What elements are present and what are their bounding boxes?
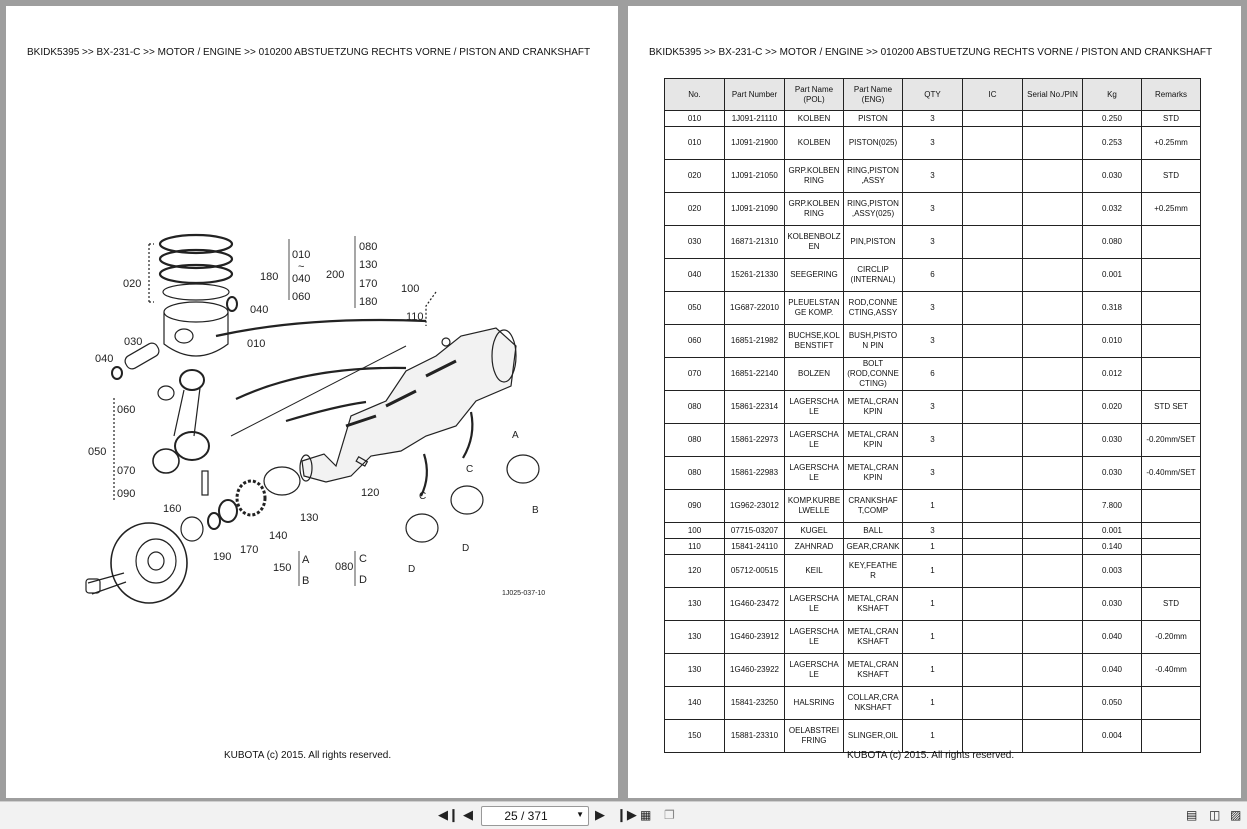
cell-kg: 0.012 [1083,358,1142,391]
cell-part-name-pol: LAGERSCHA LE [785,621,844,654]
cell-part-name-pol: KUGEL [785,523,844,539]
cell-no: 140 [665,687,725,720]
cell-part-name-eng: SLINGER,OIL [844,720,903,753]
cell-qty: 3 [903,457,963,490]
table-row [665,457,1201,490]
cell-remarks: -0.20mm/SET [1142,424,1201,457]
table-row [665,588,1201,621]
callout-050: 050 [88,446,107,458]
cell-no: 130 [665,621,725,654]
cell-no: 150 [665,720,725,753]
callout-140: 160 [163,503,182,515]
bearing-letter: A [512,430,519,441]
cell-serial [1023,720,1083,753]
cell-part-name-eng: METAL,CRAN KSHAFT [844,588,903,621]
callout-040b: 040 [95,353,114,365]
prev-page-icon[interactable]: ◀ [463,807,473,822]
bracket-190-item: 010 [292,249,311,261]
cell-kg: 0.001 [1083,259,1142,292]
first-page-icon[interactable]: ◀❙ [438,807,459,822]
bracket-200-item: 170 [359,278,378,290]
cell-part-number: 1G962-23012 [725,490,785,523]
cell-part-number: 16851-22140 [725,358,785,391]
header-no: No. [665,79,725,111]
cell-ic [963,226,1023,259]
table-row [665,720,1201,753]
cell-part-name-eng: METAL,CRAN KSHAFT [844,621,903,654]
cell-part-name-eng: PISTON [844,111,903,127]
bracket-170-item: A [302,554,310,566]
breadcrumb: BKIDK5395 >> BX-231-C >> MOTOR / ENGINE >> 010200 ABSTUETZUNG RECHTS VORNE / PISTON AND CRANKSHAFT [649,47,1213,58]
cell-qty: 1 [903,654,963,687]
cell-no: 080 [665,391,725,424]
cell-serial [1023,226,1083,259]
cell-remarks: STD [1142,160,1201,193]
cell-ic [963,539,1023,555]
cell-part-number: 1G460-23912 [725,621,785,654]
cell-kg: 0.030 [1083,588,1142,621]
callout-040: 040 [250,304,269,316]
cell-qty: 3 [903,523,963,539]
callout-170: 150 [273,562,292,574]
cell-qty: 1 [903,588,963,621]
table-row [665,325,1201,358]
cell-qty: 3 [903,424,963,457]
cell-part-name-pol: KOMP.KURBE LWELLE [785,490,844,523]
cell-part-name-pol: BUCHSE,KOL BENSTIFT [785,325,844,358]
cell-ic [963,654,1023,687]
cell-part-name-eng: CRANKSHAF T,COMP [844,490,903,523]
cell-qty: 1 [903,555,963,588]
cell-qty: 3 [903,127,963,160]
cell-part-name-eng: PIN,PISTON [844,226,903,259]
bearing-letter: B [532,505,539,516]
cell-qty: 3 [903,292,963,325]
callout-080: 070 [117,465,136,477]
cell-part-name-eng: COLLAR,CRA NKSHAFT [844,687,903,720]
cell-qty: 3 [903,391,963,424]
cell-part-name-pol: LAGERSCHA LE [785,424,844,457]
cell-qty: 3 [903,111,963,127]
header-part-number: Part Number [725,79,785,111]
cell-part-number: 16871-21310 [725,226,785,259]
cell-qty: 6 [903,358,963,391]
cell-part-number: 15841-24110 [725,539,785,555]
table-row [665,111,1201,127]
cell-ic [963,621,1023,654]
bracket-190-item: ~ [298,261,305,273]
cell-part-name-eng: BALL [844,523,903,539]
cell-remarks: -0.20mm [1142,621,1201,654]
callout-010: 010 [247,338,266,350]
cell-remarks [1142,539,1201,555]
next-page-icon[interactable]: ▶ [595,807,605,822]
table-row [665,654,1201,687]
cell-remarks: STD [1142,111,1201,127]
table-row [665,193,1201,226]
header-kg: Kg [1083,79,1142,111]
callout-190: 180 [260,271,279,283]
cell-remarks: +0.25mm [1142,127,1201,160]
cell-no: 020 [665,193,725,226]
cell-kg: 0.080 [1083,226,1142,259]
cell-no: 030 [665,226,725,259]
cell-remarks [1142,687,1201,720]
callout-180: 080 [335,561,354,573]
cell-kg: 0.040 [1083,654,1142,687]
bracket-180-item: D [359,574,367,586]
header-ic: IC [963,79,1023,111]
copyright-footer: KUBOTA (c) 2015. All rights reserved. [224,750,392,761]
cell-serial [1023,325,1083,358]
cell-serial [1023,193,1083,226]
cell-part-number: 15861-22314 [725,391,785,424]
right-page [628,6,1241,798]
cell-kg: 0.020 [1083,391,1142,424]
cell-part-number: 1G460-23922 [725,654,785,687]
cell-serial [1023,490,1083,523]
table-row [665,358,1201,391]
cell-serial [1023,358,1083,391]
cell-no: 130 [665,654,725,687]
table-header-row [665,79,1201,111]
cell-part-name-eng: KEY,FEATHE R [844,555,903,588]
cell-qty: 1 [903,621,963,654]
cell-ic [963,325,1023,358]
cell-part-name-pol: BOLZEN [785,358,844,391]
cell-serial [1023,523,1083,539]
table-row [665,226,1201,259]
table-row [665,424,1201,457]
cell-serial [1023,127,1083,160]
cell-part-name-pol: KEIL [785,555,844,588]
cell-qty: 1 [903,720,963,753]
cell-remarks [1142,490,1201,523]
cell-ic [963,259,1023,292]
bracket-200-item: 130 [359,259,378,271]
cell-part-name-eng: METAL,CRAN KPIN [844,424,903,457]
bearing-letter: C [466,464,474,475]
callout-200: 200 [326,269,345,281]
cell-kg: 0.253 [1083,127,1142,160]
cell-no: 080 [665,457,725,490]
cell-ic [963,457,1023,490]
cell-serial [1023,292,1083,325]
page-indicator: 25 / 371 [504,809,548,823]
cell-part-name-pol: PLEUELSTAN GE KOMP. [785,292,844,325]
cell-remarks: STD [1142,588,1201,621]
cell-part-number: 15881-23310 [725,720,785,753]
bearing-letter: C [419,491,427,502]
callout-160: 190 [213,551,232,563]
cell-part-name-pol: GRP.KOLBEN RING [785,193,844,226]
cell-ic [963,111,1023,127]
cell-no: 050 [665,292,725,325]
cell-qty: 3 [903,193,963,226]
cell-ic [963,292,1023,325]
cell-no: 120 [665,555,725,588]
cell-part-name-pol: SEEGERING [785,259,844,292]
callout-030: 030 [124,336,143,348]
cell-ic [963,490,1023,523]
cell-qty: 3 [903,325,963,358]
cell-part-name-pol: KOLBENBOLZ EN [785,226,844,259]
callout-130: 130 [300,512,319,524]
cell-no: 130 [665,588,725,621]
cell-ic [963,555,1023,588]
callout-100: 110 [406,311,424,323]
cell-part-name-eng: CIRCLIP (INTERNAL) [844,259,903,292]
header-serial: Serial No./PIN [1023,79,1083,111]
header-remarks: Remarks [1142,79,1201,111]
cell-remarks [1142,720,1201,753]
cell-ic [963,588,1023,621]
cell-part-number: 05712-00515 [725,555,785,588]
callout-110: 140 [269,530,288,542]
cell-serial [1023,457,1083,490]
table-row [665,490,1201,523]
cell-serial [1023,160,1083,193]
header-part-name-eng: Part Name (ENG) [844,79,903,111]
cell-no: 070 [665,358,725,391]
cell-part-name-eng: METAL,CRAN KPIN [844,391,903,424]
cell-serial [1023,621,1083,654]
cell-remarks: -0.40mm/SET [1142,457,1201,490]
table-row [665,160,1201,193]
bracket-190-item: 040 [292,273,311,285]
cell-part-name-pol: GRP.KOLBEN RING [785,160,844,193]
cell-part-number: 15861-22983 [725,457,785,490]
cell-part-number: 1J091-21090 [725,193,785,226]
cell-kg: 0.250 [1083,111,1142,127]
cell-part-name-eng: METAL,CRAN KPIN [844,457,903,490]
page-number-select[interactable] [481,806,589,826]
callout-020: 020 [123,278,142,290]
callout-150: 170 [240,544,259,556]
cell-no: 060 [665,325,725,358]
cell-no: 100 [665,523,725,539]
table-row [665,292,1201,325]
continuous-view-icon[interactable]: ▨ [1230,808,1242,822]
cell-part-number: 15261-21330 [725,259,785,292]
cell-qty: 1 [903,539,963,555]
callout-070: 090 [117,488,136,500]
cell-kg: 0.030 [1083,457,1142,490]
cell-kg: 0.030 [1083,160,1142,193]
parts-table [664,78,1201,753]
cell-part-name-pol: OELABSTREI FRING [785,720,844,753]
table-row [665,127,1201,160]
two-page-icon[interactable]: ❐ [664,808,675,822]
cell-part-number: 1J091-21900 [725,127,785,160]
cell-kg: 0.140 [1083,539,1142,555]
callout-090: 100 [401,283,420,295]
cell-ic [963,424,1023,457]
cell-ic [963,523,1023,539]
cell-serial [1023,391,1083,424]
table-row [665,391,1201,424]
cell-no: 010 [665,111,725,127]
cell-remarks [1142,523,1201,539]
breadcrumb: BKIDK5395 >> BX-231-C >> MOTOR / ENGINE >> 010200 ABSTUETZUNG RECHTS VORNE / PISTON AND CRANKSHAFT [27,47,591,58]
cell-part-number: 1G460-23472 [725,588,785,621]
cell-part-name-eng: RING,PISTON ,ASSY [844,160,903,193]
cell-kg: 0.010 [1083,325,1142,358]
cell-remarks [1142,226,1201,259]
header-part-name-pol: Part Name (POL) [785,79,844,111]
fit-page-icon[interactable]: ▦ [640,808,652,822]
cell-remarks [1142,325,1201,358]
cell-remarks [1142,555,1201,588]
cell-no: 110 [665,539,725,555]
cell-serial [1023,555,1083,588]
cell-part-number: 15841-23250 [725,687,785,720]
last-page-icon[interactable]: ❙▶ [616,807,637,822]
cell-part-name-eng: ROD,CONNE CTING,ASSY [844,292,903,325]
cell-kg: 0.032 [1083,193,1142,226]
cell-remarks: -0.40mm [1142,654,1201,687]
cell-serial [1023,259,1083,292]
cell-kg: 7.800 [1083,490,1142,523]
cell-remarks: STD SET [1142,391,1201,424]
cell-no: 010 [665,127,725,160]
cell-part-number: 16851-21982 [725,325,785,358]
cell-part-name-eng: RING,PISTON ,ASSY(025) [844,193,903,226]
bearing-letter: D [408,564,416,575]
left-page [6,6,618,798]
table-row [665,621,1201,654]
table-row [665,259,1201,292]
cell-kg: 0.318 [1083,292,1142,325]
cell-part-name-pol: LAGERSCHA LE [785,588,844,621]
cell-part-name-eng: METAL,CRAN KSHAFT [844,654,903,687]
cell-part-name-pol: KOLBEN [785,127,844,160]
header-qty: QTY [903,79,963,111]
bracket-180-item: C [359,553,367,565]
cell-part-name-pol: KOLBEN [785,111,844,127]
cell-ic [963,687,1023,720]
table-row [665,539,1201,555]
cell-part-name-pol: ZAHNRAD [785,539,844,555]
cell-serial [1023,539,1083,555]
bracket-170-item: B [302,575,310,587]
cell-kg: 0.030 [1083,424,1142,457]
bracket-190-item: 060 [292,291,311,303]
cell-ic [963,127,1023,160]
cell-ic [963,160,1023,193]
cell-part-number: 1G687-22010 [725,292,785,325]
cell-ic [963,193,1023,226]
callout-060: 060 [117,404,136,416]
cell-serial [1023,424,1083,457]
cell-part-name-pol: LAGERSCHA LE [785,457,844,490]
cell-qty: 3 [903,226,963,259]
cell-no: 080 [665,424,725,457]
cell-part-name-eng: BOLT (ROD,CONNE CTING) [844,358,903,391]
bracket-200-item: 080 [359,241,378,253]
copyright-footer: KUBOTA (c) 2015. All rights reserved. [847,750,1015,761]
chevron-down-icon: ▼ [576,810,584,819]
drawing-number: 1J025-037-10 [502,590,546,597]
cell-serial [1023,687,1083,720]
cell-part-name-pol: LAGERSCHA LE [785,654,844,687]
cell-part-name-pol: LAGERSCHA LE [785,391,844,424]
two-page-view-icon[interactable]: ◫ [1209,808,1221,822]
exploded-parts-diagram [6,6,618,798]
cell-part-number: 1J091-21050 [725,160,785,193]
viewer-toolbar [0,801,1247,829]
callout-120: 120 [361,487,380,499]
table-row [665,687,1201,720]
cell-part-name-eng: BUSH,PISTO N PIN [844,325,903,358]
cell-part-name-pol: HALSRING [785,687,844,720]
single-page-view-icon[interactable]: ▤ [1186,808,1198,822]
cell-qty: 3 [903,160,963,193]
cell-remarks: +0.25mm [1142,193,1201,226]
cell-qty: 1 [903,687,963,720]
cell-remarks [1142,292,1201,325]
cell-serial [1023,588,1083,621]
cell-qty: 6 [903,259,963,292]
cell-no: 040 [665,259,725,292]
table-row [665,523,1201,539]
cell-no: 090 [665,490,725,523]
cell-ic [963,358,1023,391]
cell-kg: 0.050 [1083,687,1142,720]
cell-serial [1023,654,1083,687]
cell-part-number: 1J091-21110 [725,111,785,127]
cell-qty: 1 [903,490,963,523]
cell-kg: 0.001 [1083,523,1142,539]
cell-ic [963,391,1023,424]
cell-part-number: 15861-22973 [725,424,785,457]
cell-kg: 0.003 [1083,555,1142,588]
cell-kg: 0.040 [1083,621,1142,654]
bearing-letter: D [462,543,470,554]
cell-serial [1023,111,1083,127]
cell-ic [963,720,1023,753]
cell-part-number: 07715-03207 [725,523,785,539]
cell-remarks [1142,358,1201,391]
bracket-200-item: 180 [359,296,378,308]
cell-kg: 0.004 [1083,720,1142,753]
table-row [665,555,1201,588]
cell-no: 020 [665,160,725,193]
cell-part-name-eng: PISTON(025) [844,127,903,160]
cell-remarks [1142,259,1201,292]
cell-part-name-eng: GEAR,CRANK [844,539,903,555]
